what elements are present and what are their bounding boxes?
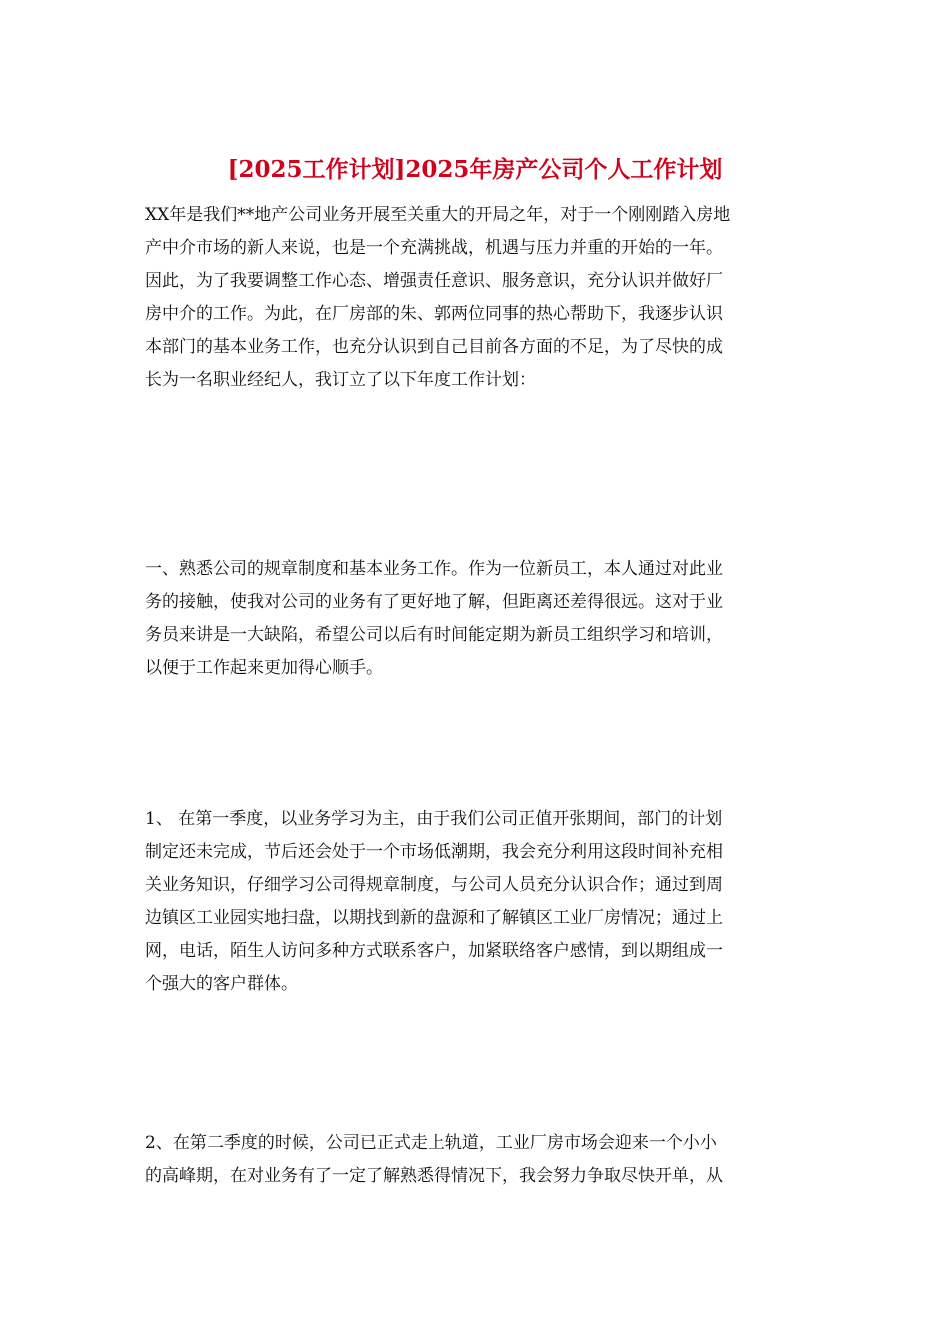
document-title: [2025工作计划]2025年房产公司个人工作计划 [227,156,723,183]
paragraph-line: 务的接触，使我对公司的业务有了更好地了解，但距离还差得很远。这对于业 [145,592,723,612]
paragraph-line: 务员来讲是一大缺陷，希望公司以后有时间能定期为新员工组织学习和培训， [145,625,723,645]
paragraph-line: XX年是我们**地产公司业务开展至关重大的开局之年，对于一个刚刚踏入房地 [145,205,731,225]
paragraph-line: 关业务知识，仔细学习公司得规章制度，与公司人员充分认识合作；通过到周 [145,875,723,895]
paragraph-line: 一、熟悉公司的规章制度和基本业务工作。作为一位新员工，本人通过对此业 [145,559,723,579]
paragraph-line: 产中介市场的新人来说，也是一个充满挑战，机遇与压力并重的开始的一年。 [145,238,723,258]
paragraph-line: 个强大的客户群体。 [145,974,298,994]
paragraph-line: 网，电话，陌生人访问多种方式联系客户，加紧联络客户感情，到以期组成一 [145,941,723,961]
paragraph-line: 的高峰期，在对业务有了一定了解熟悉得情况下，我会努力争取尽快开单，从 [145,1166,723,1186]
item-2-paragraph [145,1127,805,1193]
paragraph-line: 制定还未完成，节后还会处于一个市场低潮期，我会充分利用这段时间补充相 [145,842,723,862]
paragraph-line: 本部门的基本业务工作，也充分认识到自己目前各方面的不足，为了尽快的成 [145,337,723,357]
intro-paragraph [145,199,805,397]
paragraph-line: 以便于工作起来更加得心顺手。 [145,658,383,678]
paragraph-line: 2、在第二季度的时候，公司已正式走上轨道，工业厂房市场会迎来一个小小 [145,1133,717,1153]
paragraph-line: 1、 在第一季度，以业务学习为主，由于我们公司正值开张期间，部门的计划 [145,809,723,829]
paragraph-line: 房中介的工作。为此，在厂房部的朱、郭两位同事的热心帮助下，我逐步认识 [145,304,723,324]
paragraph-line: 长为一名职业经纪人，我订立了以下年度工作计划： [145,370,536,390]
section-one-paragraph [145,553,805,685]
item-1-paragraph [145,803,805,1001]
paragraph-line: 因此，为了我要调整工作心态、增强责任意识、服务意识，充分认识并做好厂 [145,271,723,291]
paragraph-line: 边镇区工业园实地扫盘，以期找到新的盘源和了解镇区工业厂房情况；通过上 [145,908,723,928]
